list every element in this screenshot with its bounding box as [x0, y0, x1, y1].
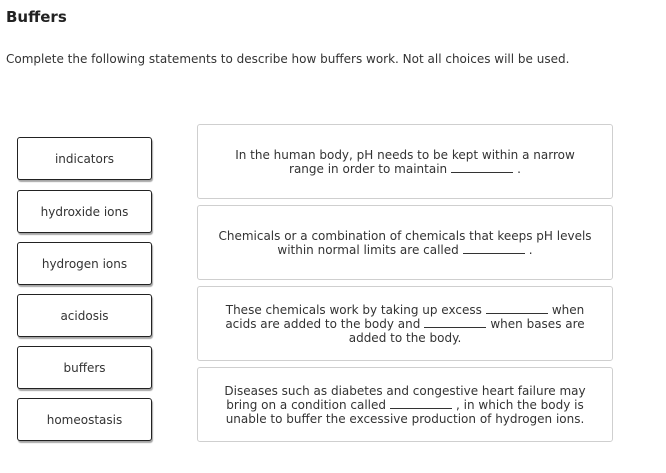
statement-3 [197, 286, 613, 361]
statement-text [216, 148, 594, 176]
choice-hydrogen-ions[interactable] [17, 242, 152, 285]
answer-blank-3[interactable] [486, 303, 548, 314]
choice-label: hydroxide ions [40, 204, 129, 219]
choice-homeostasis[interactable] [17, 398, 152, 441]
statement-text [216, 384, 594, 426]
choice-label: indicators [54, 151, 115, 166]
statement-4 [197, 367, 613, 442]
statement-text [216, 229, 594, 257]
choice-buffers[interactable] [17, 346, 152, 389]
choice-label: acidosis [60, 308, 109, 323]
instructions-text: Complete the following statements to describe how buffers work. Not all choices will be used. [6, 52, 570, 66]
choice-acidosis[interactable] [17, 294, 152, 337]
choice-label: buffers [63, 360, 106, 375]
statement-text [216, 303, 594, 345]
statement-text-part: These chemicals work by taking up excess [225, 302, 482, 317]
statement-text-part: when acids are added to the body and [225, 302, 585, 331]
statement-text-part: . [517, 161, 521, 176]
statement-text-part: Diseases such as diabetes and congestive heart failure may bring on a condition called [224, 383, 586, 412]
answer-blank-5[interactable] [390, 398, 452, 409]
choice-indicators[interactable] [17, 137, 152, 180]
answer-blank-4[interactable] [424, 317, 486, 328]
answer-blank-1[interactable] [451, 162, 513, 173]
statement-text-part: when bases are added to the body. [348, 316, 585, 345]
choice-label: hydrogen ions [41, 256, 128, 271]
statement-text-part: In the human body, pH needs to be kept within a narrow range in order to maintain [235, 147, 575, 176]
choice-label: homeostasis [46, 412, 123, 427]
statement-2 [197, 205, 613, 280]
answer-blank-2[interactable] [463, 243, 525, 254]
page-title: Buffers [6, 8, 67, 26]
choice-hydroxide-ions[interactable] [17, 190, 152, 233]
statement-1 [197, 124, 613, 199]
statement-text-part: . [528, 242, 533, 257]
statement-text-part: Chemicals or a combination of chemicals that keeps pH levels within normal limits are called [218, 228, 592, 257]
statement-text-part: , in which the body is unable to buffer the excessive production of hydrogen ions. [225, 397, 585, 426]
